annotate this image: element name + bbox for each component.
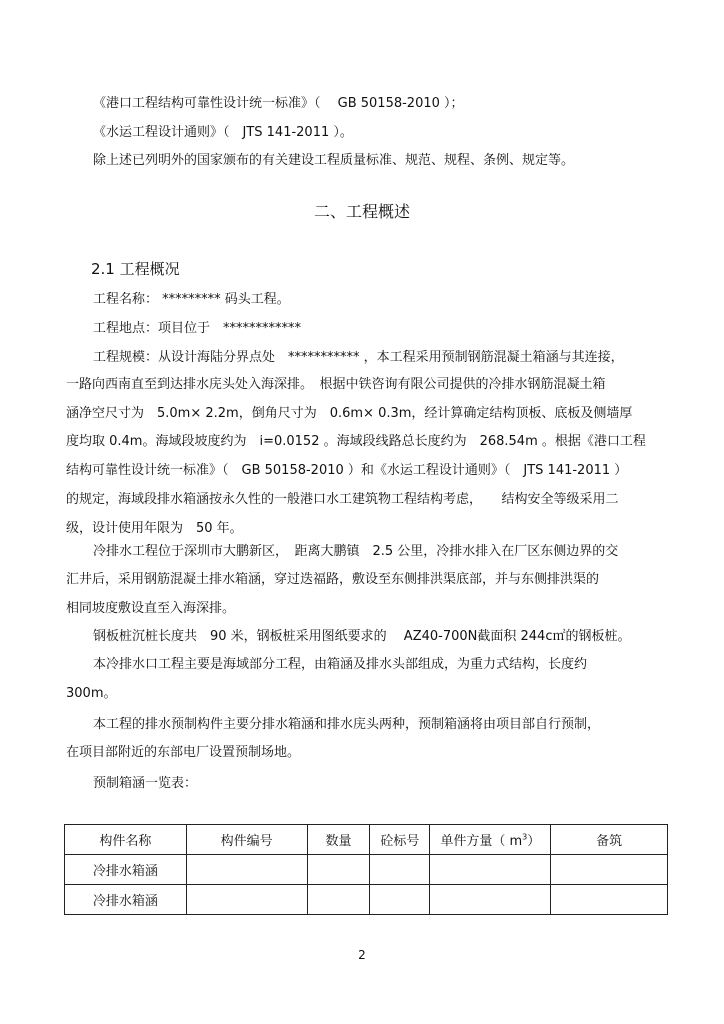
reference-line-3: 除上述已列明外的国家颁布的有关建设工程质量标准、规范、规程、条例、规定等。 [93,153,575,168]
location-para-2: 汇井后，采用钢筋混凝土排水箱涵，穿过迭福路，敷设至东侧排洪渠底部，并与东侧排洪渠的 [66,572,600,587]
table-cell [370,855,430,885]
chapter-heading: 二、工程概述 [313,202,410,221]
outfall-para-1: 本冷排水口工程主要是海域部分工程，由箱涵及排水头部组成，为重力式结构，长度约 [93,657,588,672]
header-concrete-grade: 砼标号 [370,825,430,855]
reference-line-1: 《港口工程结构可靠性设计统一标准》（ GB 50158-2010 ）； [93,96,464,111]
header-component-name: 构件名称 [65,825,187,855]
section-heading: 2.1 工程概况 [91,260,180,278]
table-cell [551,885,668,915]
reference-line-2: 《水运工程设计通则》（ JTS 141-2011 ）。 [93,125,353,140]
project-name: 工程名称： ********* 码头工程。 [93,292,290,307]
table-row [65,855,668,885]
scale-line-3: 涵净空尺寸为 5.0m× 2.2m，倒角尺寸为 0.6m× 0.3m，经计算确定结构顶板、底板及侧墙厚 [66,406,633,421]
header-component-id: 构件编号 [186,825,307,855]
table-caption: 预制箱涵一览表： [93,776,198,791]
header-quantity: 数量 [307,825,370,855]
table-cell [551,855,668,885]
precast-para-1: 本工程的排水预制构件主要分排水箱涵和排水庑头两种，预制箱涵将由项目部自行预制， [93,717,601,732]
table-cell [430,885,551,915]
precast-culvert-table [64,824,668,915]
scale-line-6: 的规定，海域段排水箱涵按永久性的一般港口水工建筑物工程结构考虑， 结构安全等级采用二 [66,492,619,507]
scale-line-2: 一路向西南直至到达排水庑头处入海深排。 根据中铁咨询有限公司提供的冷排水钢筋混凝土箱 [66,377,606,392]
table-cell [186,855,307,885]
table-row [65,885,668,915]
scale-line-1: 工程规模：从设计海陆分界点处 *********** ，本工程采用预制钢筋混凝土箱涵与其连接， [93,350,624,365]
table-header-row [65,825,668,855]
header-unit-volume: 单件方量（ $m^3$） [430,825,551,855]
table-cell [186,885,307,915]
table-cell [370,885,430,915]
sheet-pile-para: 钢板桩沉桩长度共 90 米，钢板桩采用图纸要求的 AZ40-700N截面积 244c㎡的钢板桩。 [93,629,631,644]
table-cell: 冷排水箱涵 [65,885,187,915]
location-para-3: 相同坡度敷设直至入海深排。 [66,601,236,616]
table-cell [307,885,370,915]
outfall-para-2: 300m。 [66,686,117,701]
page-number: 2 [358,948,366,962]
location-para-1: 冷排水工程位于深圳市大鹏新区， 距离大鹏镇 2.5 公里，冷排水排入在厂区东侧边界的交 [93,544,619,559]
precast-para-2: 在项目部附近的东部电厂设置预制场地。 [66,745,301,760]
header-remarks: 备筑 [551,825,668,855]
project-location: 工程地点：项目位于 ************ [93,321,302,336]
scale-line-4: 度均取 0.4m。海域段坡度约为 i=0.0152 。海域段线路总长度约为 268.54m 。根据《港口工程 [66,434,646,449]
table-cell: 冷排水箱涵 [65,855,187,885]
scale-line-7: 级，设计使用年限为 50 年。 [66,521,243,536]
table-cell [307,855,370,885]
table-cell [430,855,551,885]
scale-line-5: 结构可靠性设计统一标准》（ GB 50158-2010 ）和《水运工程设计通则》（ JTS 141-2011 ） [66,463,628,478]
